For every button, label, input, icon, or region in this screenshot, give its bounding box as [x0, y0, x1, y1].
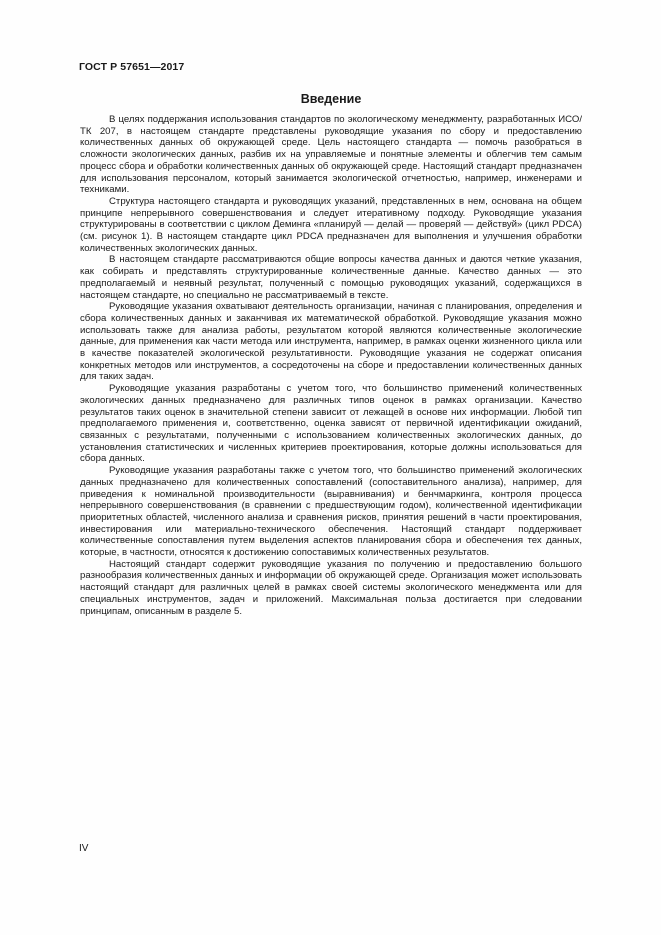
page-number: IV	[79, 843, 89, 854]
paragraph: В настоящем стандарте рассматриваются общие вопросы качества данных и даются четкие указания, как собирать и представлять структурированные количественные данные. Качество данных — это предполагаемый и неявный результат, полученный с помощью руководящих указаний, содержащихся в настоящем стандарте, но специально не рассматриваемый в тексте.	[80, 254, 582, 301]
paragraph: Структура настоящего стандарта и руководящих указаний, представленных в нем, основана на общем принципе непрерывного совершенствования и следует итеративному подходу. Руководящие указания структурированы в соответствии с циклом Деминга «планируй — делай — проверяй — действуй» (цикл PDCA) (см. рисунок 1). В настоящем стандарте цикл PDCA предназначен для выполнения и улучшения обработки количественных экологических данных.	[80, 195, 582, 254]
standard-number-header: ГОСТ Р 57651—2017	[79, 61, 185, 73]
paragraph: В целях поддержания использования стандартов по экологическому менеджменту, разработанных ИСО/ТК 207, в настоящем стандарте представлены руководящие указания по сбору и предоставлению количественных данных об окружающей среде. Цель настоящего стандарта — помочь разобраться в сложности экологических данных, разбив их на управляемые и понятные элементы и облегчив тем самым процесс сбора и обработки количественных данных об окружающей среде. Настоящий стандарт предназначен для использования персоналом, который занимается экологической отчетностью, например, инженерами и техниками.	[80, 114, 582, 196]
section-title: Введение	[300, 92, 362, 106]
paragraph: Настоящий стандарт содержит руководящие указания по получению и предоставлению большого разнообразия количественных данных и информации об окружающей среде. Организация может использовать настоящий стандарт для различных целей в рамках своей системы экологического менеджмента или для специальных инструментов, задач и приложений. Максимальная польза достигается при следовании принципам, описанным в разделе 5.	[80, 558, 582, 617]
paragraph: Руководящие указания разработаны с учетом того, что большинство применений количественных экологических данных предназначено для различных типов оценок в рамках организации. Качество результатов таких оценок в значительной степени зависит от лежащей в основе них информации. Любой тип предполагаемого применения и, соответственно, оценка зависят от первичной идентификации ожиданий, связанных с результатами, полученными с использованием количественных экологических данных, до установления статистических и численных критериев проектирования, которые должны использоваться для сбора данных.	[80, 383, 582, 465]
body-text	[80, 114, 582, 617]
paragraph: Руководящие указания разработаны также с учетом того, что большинство применений экологических данных предназначено для количественных сопоставлений (сопоставительного анализа), например, для приведения к номинальной производительности (выравнивания) и бенчмаркинга, контроля процесса непрерывного совершенствования (в сравнении с предшествующим годом), количественной идентификации приоритетных областей, численного анализа и сравнения рисков, принятия решений в части проектирования, инвестирования или материально-технического обеспечения. Настоящий стандарт поддерживает количественные сопоставления путем выделения аспектов планирования сбора и обеспечения тех данных, которые, в частности, относятся к достижению сопоставимых количественных результатов.	[80, 465, 582, 559]
paragraph: Руководящие указания охватывают деятельность организации, начиная с планирования, определения и сбора количественных данных и заканчивая их математической обработкой. Руководящие указания можно использовать также для анализа работы, результатом которой являются количественные экологические данные, для применения как части метода или инструмента, например, в рамках оценки жизненного цикла или в качестве показателей экологической результативности. Руководящие указания не содержат описания конкретных методов или инструментов, а сосредоточены на сборе и предоставлении количественных данных для таких задач.	[80, 301, 582, 383]
